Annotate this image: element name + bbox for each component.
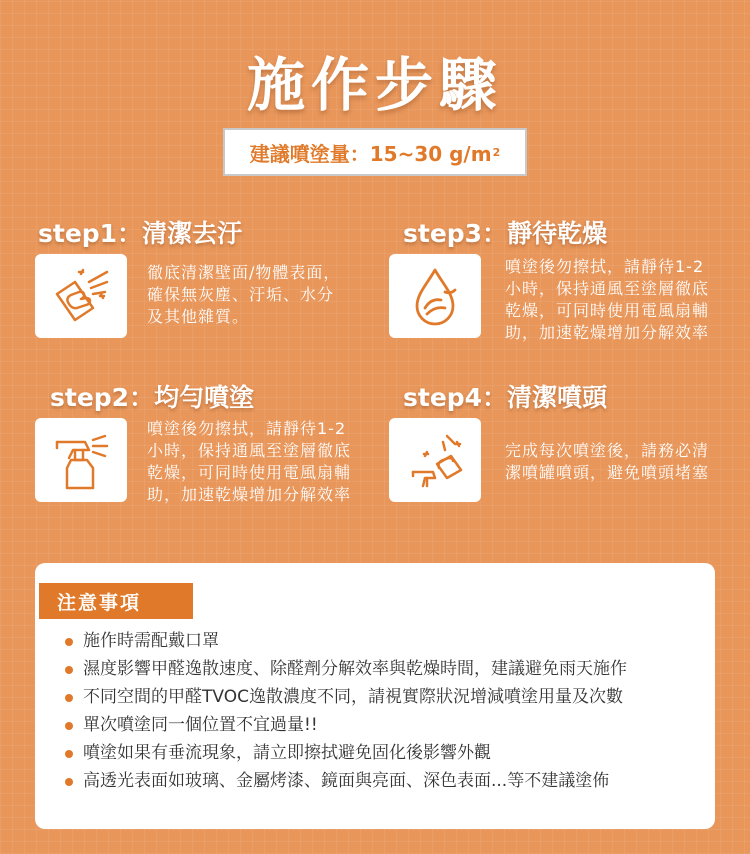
recommended-amount (223, 128, 527, 176)
step4-text: 完成每次噴塗後，請務必清 潔噴罐噴頭，避免噴頭堵塞 (505, 441, 710, 482)
cleaning-cloth-icon (49, 264, 113, 328)
spray-bottle-icon (49, 428, 113, 492)
notice-heading: 注意事項 (39, 583, 193, 619)
step3-heading: step3：靜待乾燥 (403, 219, 608, 248)
notice-item: 不同空間的甲醛TVOC逸散濃度不同，請視實際狀況增減噴塗用量及次數 (65, 683, 627, 711)
notice-item: 施作時需配戴口罩 (65, 627, 627, 655)
notice-item: 噴塗如果有垂流現象，請立即擦拭避免固化後影響外觀 (65, 739, 627, 767)
page-title: 施作步驟 (246, 51, 503, 119)
step2-icon-box (35, 418, 127, 502)
amount-superscript: 2 (492, 145, 501, 159)
step3-text: 噴塗後勿擦拭，請靜待1-2 小時，保持通風至塗層徹底 乾燥，可同時使用電風扇輔 助，加速乾燥增加分解效率 (505, 257, 710, 342)
notice-item: 濕度影響甲醛逸散速度、除醛劑分解效率與乾燥時間，建議避免雨天施作 (65, 655, 627, 683)
water-drop-icon (403, 264, 467, 328)
nozzle-cleaning-icon (403, 428, 467, 492)
step1-text: 徹底清潔壁面/物體表面， 確保無灰塵、汙垢、水分 及其他雜質。 (147, 263, 341, 326)
notice-list (65, 627, 627, 795)
step4-heading: step4：清潔噴頭 (403, 383, 608, 412)
step1-icon-box (35, 254, 127, 338)
notice-panel (35, 563, 715, 829)
step4-icon-box (389, 418, 481, 502)
notice-item: 高透光表面如玻璃、金屬烤漆、鏡面與亮面、深色表面...等不建議塗佈 (65, 767, 627, 795)
notice-item: 單次噴塗同一個位置不宜過量!! (65, 711, 627, 739)
step2-heading: step2：均勻噴塗 (50, 383, 255, 412)
step2-text: 噴塗後勿擦拭，請靜待1-2 小時，保持通風至塗層徹底 乾燥，可同時使用電風扇輔 助，加速乾燥增加分解效率 (147, 419, 352, 504)
step1-heading: step1：清潔去汙 (38, 219, 243, 248)
amount-label: 建議噴塗量：15~30 g/m (249, 141, 492, 166)
step3-icon-box (389, 254, 481, 338)
